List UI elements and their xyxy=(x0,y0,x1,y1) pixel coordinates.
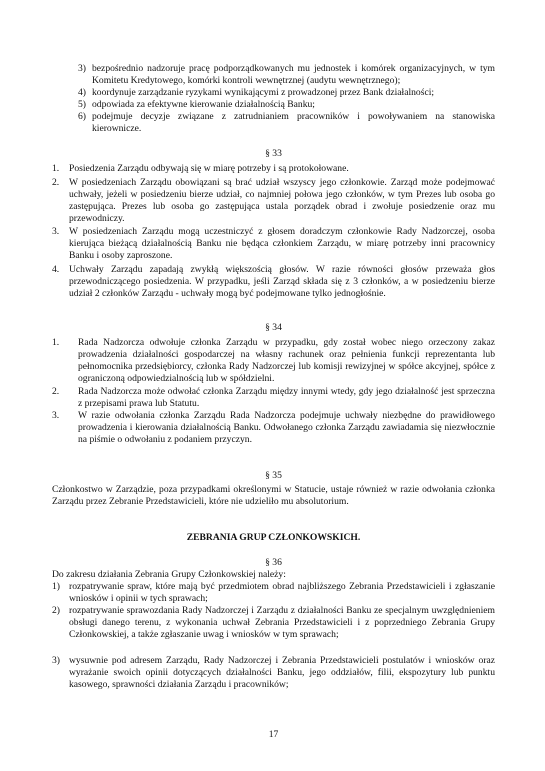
item-number: 3. xyxy=(52,410,60,421)
list-item xyxy=(52,655,495,691)
page-number: 17 xyxy=(268,729,279,740)
section-title: ZEBRANIA GRUP CZŁONKOWSKICH. xyxy=(186,532,361,543)
intro-text: Do zakresu działania Zebrania Grupy Członkowskiej należy: xyxy=(52,569,286,580)
item-text: rozpatrywanie spraw, które mają być przedmiotem obrad najbliższego Zebrania Przedstawicieli i zgłaszanie wniosków i opinii w tych sprawach; xyxy=(69,581,495,604)
item-number: 4. xyxy=(52,264,60,275)
item-number: 2. xyxy=(52,177,60,188)
section-heading: § 33 xyxy=(265,148,282,159)
item-number: 5) xyxy=(78,99,86,110)
item-text: rozpatrywanie sprawozdania Rady Nadzorczej i Zarządu z działalności Banku ze specjalnym uwzględnieniem obsługi danego terenu, z wykonania uchwał Zebrania Przedstawicieli i z poprzedniego Zebrania Grupy Członkowskiej, a także zgłaszanie uwag i wniosków w tym sprawach; xyxy=(69,605,495,640)
list-item xyxy=(52,581,495,605)
item-number: 2. xyxy=(52,386,60,397)
list-item xyxy=(78,99,495,111)
item-number: 1) xyxy=(52,581,60,592)
item-text: odpowiada za efektywne kierowanie działalnością Banku; xyxy=(92,99,315,110)
list-item xyxy=(78,87,495,99)
item-text: W razie odwołania członka Zarządu Rada Nadzorcza podejmuje uchwały niezbędne do prawidłowego prowadzenia i kierowania działalnością Banku. Odwołanego członka Zarządu zawiadamia się niezwłocznie na piśmie o odwołaniu z podaniem przyczyn. xyxy=(78,410,495,445)
item-text: bezpośrednio nadzoruje pracę podporządkowanych mu jednostek i komórek organizacyjnych, w tym Komitetu Kredytowego, komórki kontroli wewnętrznej (audytu wewnętrznego); xyxy=(92,63,495,86)
item-number: 1. xyxy=(52,163,60,174)
item-text: Posiedzenia Zarządu odbywają się w miarę potrzeby i są protokołowane. xyxy=(69,163,349,174)
item-text: W posiedzeniach Zarządu obowiązani są brać udział wszyscy jego członkowie. Zarząd może podejmować uchwały, jeżeli w posiedzeniu bierze udział, co najmniej połowa jego członków, w tym Prezes lub osoba go zastępująca. Prezes lub osoba go zastępująca ustala porządek obrad i zwołuje posiedzenie oraz mu przewodniczy. xyxy=(69,177,495,224)
list-item xyxy=(52,177,495,225)
item-text: W posiedzeniach Zarządu mogą uczestniczyć z głosem doradczym członkowie Rady Nadzorczej, osoba kierująca bieżącą działalnością Banku nie będąca członkiem Zarządu, w miarę potrzeby inni pracownicy Banku i osoby zaproszone. xyxy=(69,226,495,261)
item-text: wysuwnie pod adresem Zarządu, Rady Nadzorczej i Zebrania Przedstawicieli postulatów i wniosków oraz wyrażanie swoich opinii dotyczących działalności Banku, jego oddziałów, filii, ekspozytury lub punktu kasowego, sprawności działania Zarządu i pracowników; xyxy=(69,655,495,690)
section-heading: § 35 xyxy=(265,470,282,481)
item-number: 2) xyxy=(52,605,60,616)
section-heading: § 36 xyxy=(265,557,282,568)
item-number: 6) xyxy=(78,111,86,122)
item-number: 4) xyxy=(78,87,86,98)
list-item xyxy=(52,226,495,262)
list-item xyxy=(78,111,495,135)
item-text: podejmuje decyzje związane z zatrudnianiem pracowników i powoływaniem na stanowiska kierownicze. xyxy=(92,111,495,134)
list-item xyxy=(52,386,495,410)
list-item xyxy=(52,337,495,385)
list-item xyxy=(52,410,495,446)
item-text: Rada Nadzorcza odwołuje członka Zarządu w przypadku, gdy został wobec niego orzeczony zakaz prowadzenia działalności gospodarczej na własny rachunek oraz pełnienia funkcji reprezentanta lub pełnomocnika przedsiębiorcy, członka Rady Nadzorczej lub komisji rewizyjnej w spółce akcyjnej, spółce z ograniczoną odpowiedzialnością lub w spółdzielni. xyxy=(78,337,495,384)
item-text: koordynuje zarządzanie ryzykami wynikającymi z prowadzonej przez Bank działalności; xyxy=(92,87,435,98)
item-text: Rada Nadzorcza może odwołać członka Zarządu między innymi wtedy, gdy jego działalność jest sprzeczna z przepisami prawa lub Statutu. xyxy=(78,386,495,409)
list-item xyxy=(52,163,495,175)
list-item xyxy=(52,264,495,300)
item-number: 3) xyxy=(78,63,86,74)
paragraph: Członkostwo w Zarządzie, poza przypadkami określonymi w Statucie, ustaje również w razie odwołania członka Zarządu przez Zebranie Przedstawicieli, które nie udzieliło mu absolutorium. xyxy=(52,484,495,507)
list-item xyxy=(52,605,495,641)
item-number: 3) xyxy=(52,655,60,666)
item-text: Uchwały Zarządu zapadają zwykłą większością głosów. W razie równości głosów przeważa głos przewodniczącego posiedzenia. W przypadku, jeśli Zarząd składa się z 3 członków, a w posiedzeniu bierze udział 2 członków Zarządu - uchwały mogą być podejmowane tylko jednogłośnie. xyxy=(69,264,495,299)
item-number: 3. xyxy=(52,226,60,237)
section-heading: § 34 xyxy=(265,322,282,333)
list-item xyxy=(78,63,495,87)
item-number: 1. xyxy=(52,337,60,348)
